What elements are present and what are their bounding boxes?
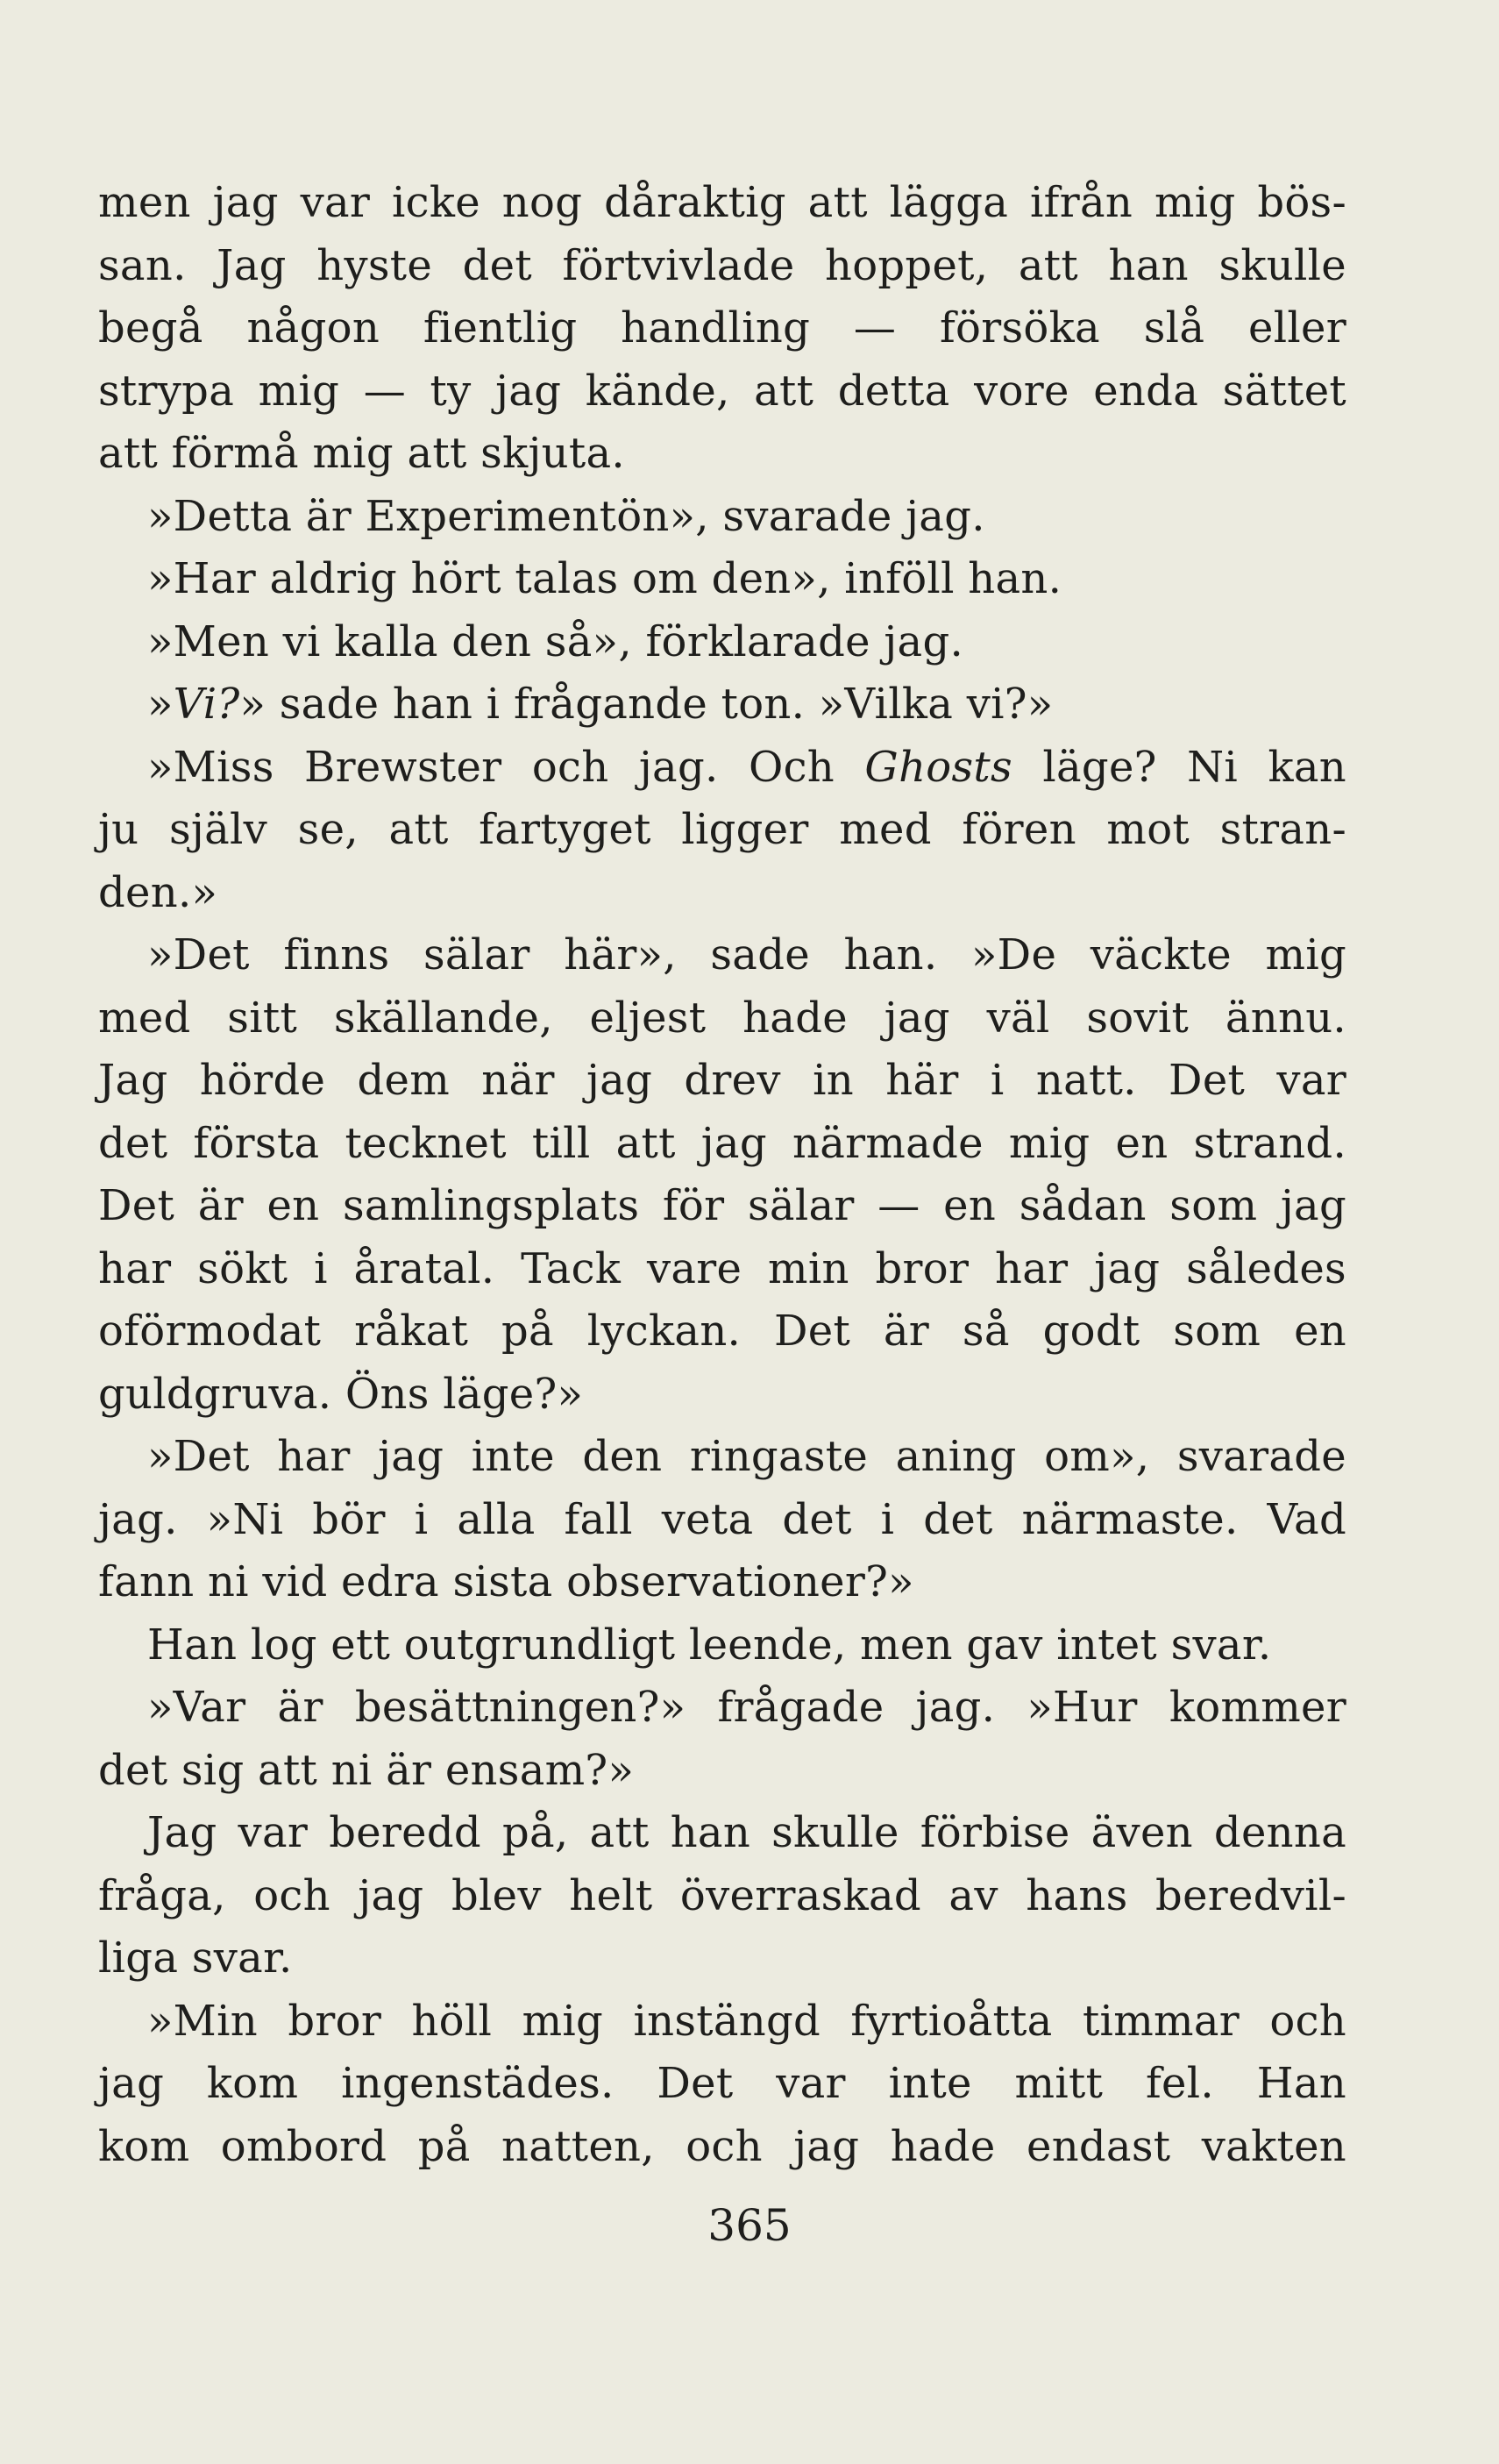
text-line: liga svar.: [98, 1933, 293, 1983]
text-line: jag kom ingenstädes. Det var inte mitt fel. Han: [98, 2059, 1346, 2108]
text-line: [98, 673, 1346, 737]
text-line: Det är en samlingsplats för sälar — en sådan som jag: [98, 1181, 1346, 1230]
text-line: att förmå mig att skjuta.: [98, 429, 625, 478]
text-segment: »: [147, 680, 174, 729]
text-line: »Det finns sälar här», sade han. »De väckte mig: [147, 930, 1346, 979]
text-line: »Detta är Experimentön», svarade jag.: [147, 491, 985, 541]
text-line: har sökt i åratal. Tack vare min bror har jag således: [98, 1243, 1346, 1293]
text-line: Han log ett outgrundligt leende, men gav intet svar.: [147, 1620, 1272, 1670]
text-line: det första tecknet till att jag närmade mig en strand.: [98, 1118, 1346, 1168]
text-segment: » sade han i frågande ton. »Vilka vi?»: [239, 680, 1054, 729]
text-line: den.»: [98, 867, 218, 917]
text-line: »Har aldrig hört talas om den», inföll han.: [147, 554, 1062, 603]
text-line: »Det har jag inte den ringaste aning om», svarade: [147, 1432, 1346, 1481]
text-line: »Min bror höll mig instängd fyrtioåtta timmar och: [147, 1996, 1346, 2046]
text-line: med sitt skällande, eljest hade jag väl sovit ännu.: [98, 993, 1346, 1043]
text-line: san. Jag hyste det förtvivlade hoppet, att han skulle: [98, 240, 1346, 290]
italic-text: Ghosts: [864, 742, 1012, 792]
text-line: »Men vi kalla den så», förklarade jag.: [147, 616, 964, 666]
text-line: strypa mig — ty jag kände, att detta vore enda sättet: [98, 366, 1346, 416]
text-segment: läge? Ni kan: [1012, 742, 1346, 792]
text-line: »Var är besättningen?» frågade jag. »Hur kommer: [147, 1683, 1346, 1732]
text-line: det sig att ni är ensam?»: [98, 1745, 635, 1795]
text-line: guldgruva. Öns läge?»: [98, 1369, 584, 1419]
text-block: [98, 172, 1346, 2178]
text-line: kom ombord på natten, och jag hade endast vakten: [98, 2121, 1346, 2171]
italic-text: Vi?: [173, 680, 240, 729]
text-line: [98, 737, 1346, 800]
text-line: Jag hörde dem när jag drev in här i natt. Det var: [98, 1056, 1346, 1105]
text-segment: »Miss Brewster och jag. Och: [147, 742, 865, 792]
text-line: fann ni vid edra sista observationer?»: [98, 1557, 914, 1606]
text-line: begå någon fientlig handling — försöka slå eller: [98, 303, 1346, 353]
text-line: Jag var beredd på, att han skulle förbise även denna: [147, 1808, 1346, 1857]
text-line: fråga, och jag blev helt överraskad av hans beredvil-: [98, 1870, 1346, 1920]
text-line: oförmodat råkat på lyckan. Det är så godt som en: [98, 1307, 1346, 1356]
text-line: jag. »Ni bör i alla fall veta det i det närmaste. Vad: [98, 1494, 1346, 1544]
page-number: 365: [707, 2200, 792, 2251]
text-line: ju själv se, att fartyget ligger med fören mot stran-: [98, 805, 1346, 854]
text-line: men jag var icke nog dåraktig att lägga ifrån mig bös-: [98, 178, 1346, 227]
